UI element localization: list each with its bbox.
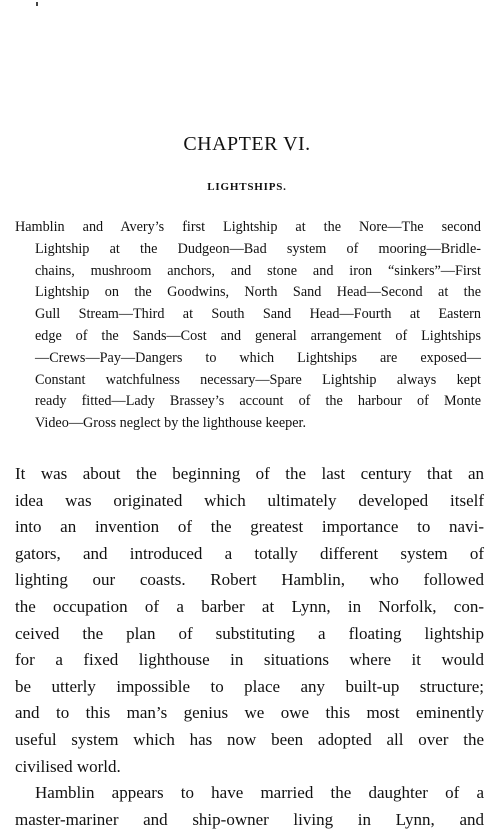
body-line: idea was originated which ultimately developed itself: [15, 490, 484, 510]
chapter-heading: CHAPTER VI.: [183, 133, 311, 155]
synopsis-line: Hamblin and Avery’s first Lightship at the Nore—The second: [15, 219, 481, 235]
body-line: lighting our coasts. Robert Hamblin, who followed: [15, 570, 484, 590]
body-line: be utterly impossible to place any built-up structure;: [15, 676, 484, 696]
body-line: for a fixed lighthouse in situations where it would: [15, 650, 484, 670]
synopsis-line: Video—Gross neglect by the lighthouse keeper.: [35, 415, 307, 432]
synopsis-line: —Crews—Pay—Dangers to which Lightships are exposed—: [35, 349, 481, 366]
synopsis-line: edge of the Sands—Cost and general arrangement of Lightships: [35, 327, 481, 344]
body-line: into an invention of the greatest importance to navi-: [15, 517, 484, 537]
body-text: [15, 461, 484, 833]
synopsis-line: Constant watchfulness necessary—Spare Lightship always kept: [35, 371, 481, 388]
synopsis-line: chains, mushroom anchors, and stone and iron “sinkers”—First: [35, 262, 481, 279]
print-speck: [36, 2, 38, 6]
synopsis-line: Lightship at the Dudgeon—Bad system of mooring—Bridle-: [35, 240, 481, 257]
chapter-synopsis: [15, 217, 481, 435]
body-line: master-mariner and ship-owner living in Lynn, and: [15, 809, 484, 829]
body-line: useful system which has now been adopted all over the: [15, 729, 484, 749]
synopsis-line: Lightship on the Goodwins, North Sand Head—Second at the: [35, 284, 481, 301]
body-line: ceived the plan of substituting a floating lightship: [15, 623, 484, 643]
body-line: Hamblin appears to have married the daughter of a: [35, 783, 484, 803]
synopsis-line: ready fitted—Lady Brassey’s account of the harbour of Monte: [35, 393, 481, 410]
body-line: and to this man’s genius we owe this most eminently: [15, 703, 484, 723]
body-line: civilised world.: [15, 756, 121, 776]
body-line: It was about the beginning of the last century that an: [15, 464, 484, 483]
body-line: gators, and introduced a totally different system of: [15, 543, 484, 563]
body-line: the occupation of a barber at Lynn, in Norfolk, con-: [15, 596, 484, 616]
synopsis-line: Gull Stream—Third at South Sand Head—Fourth at Eastern: [35, 306, 481, 323]
chapter-title: LIGHTSHIPS.: [207, 181, 287, 193]
